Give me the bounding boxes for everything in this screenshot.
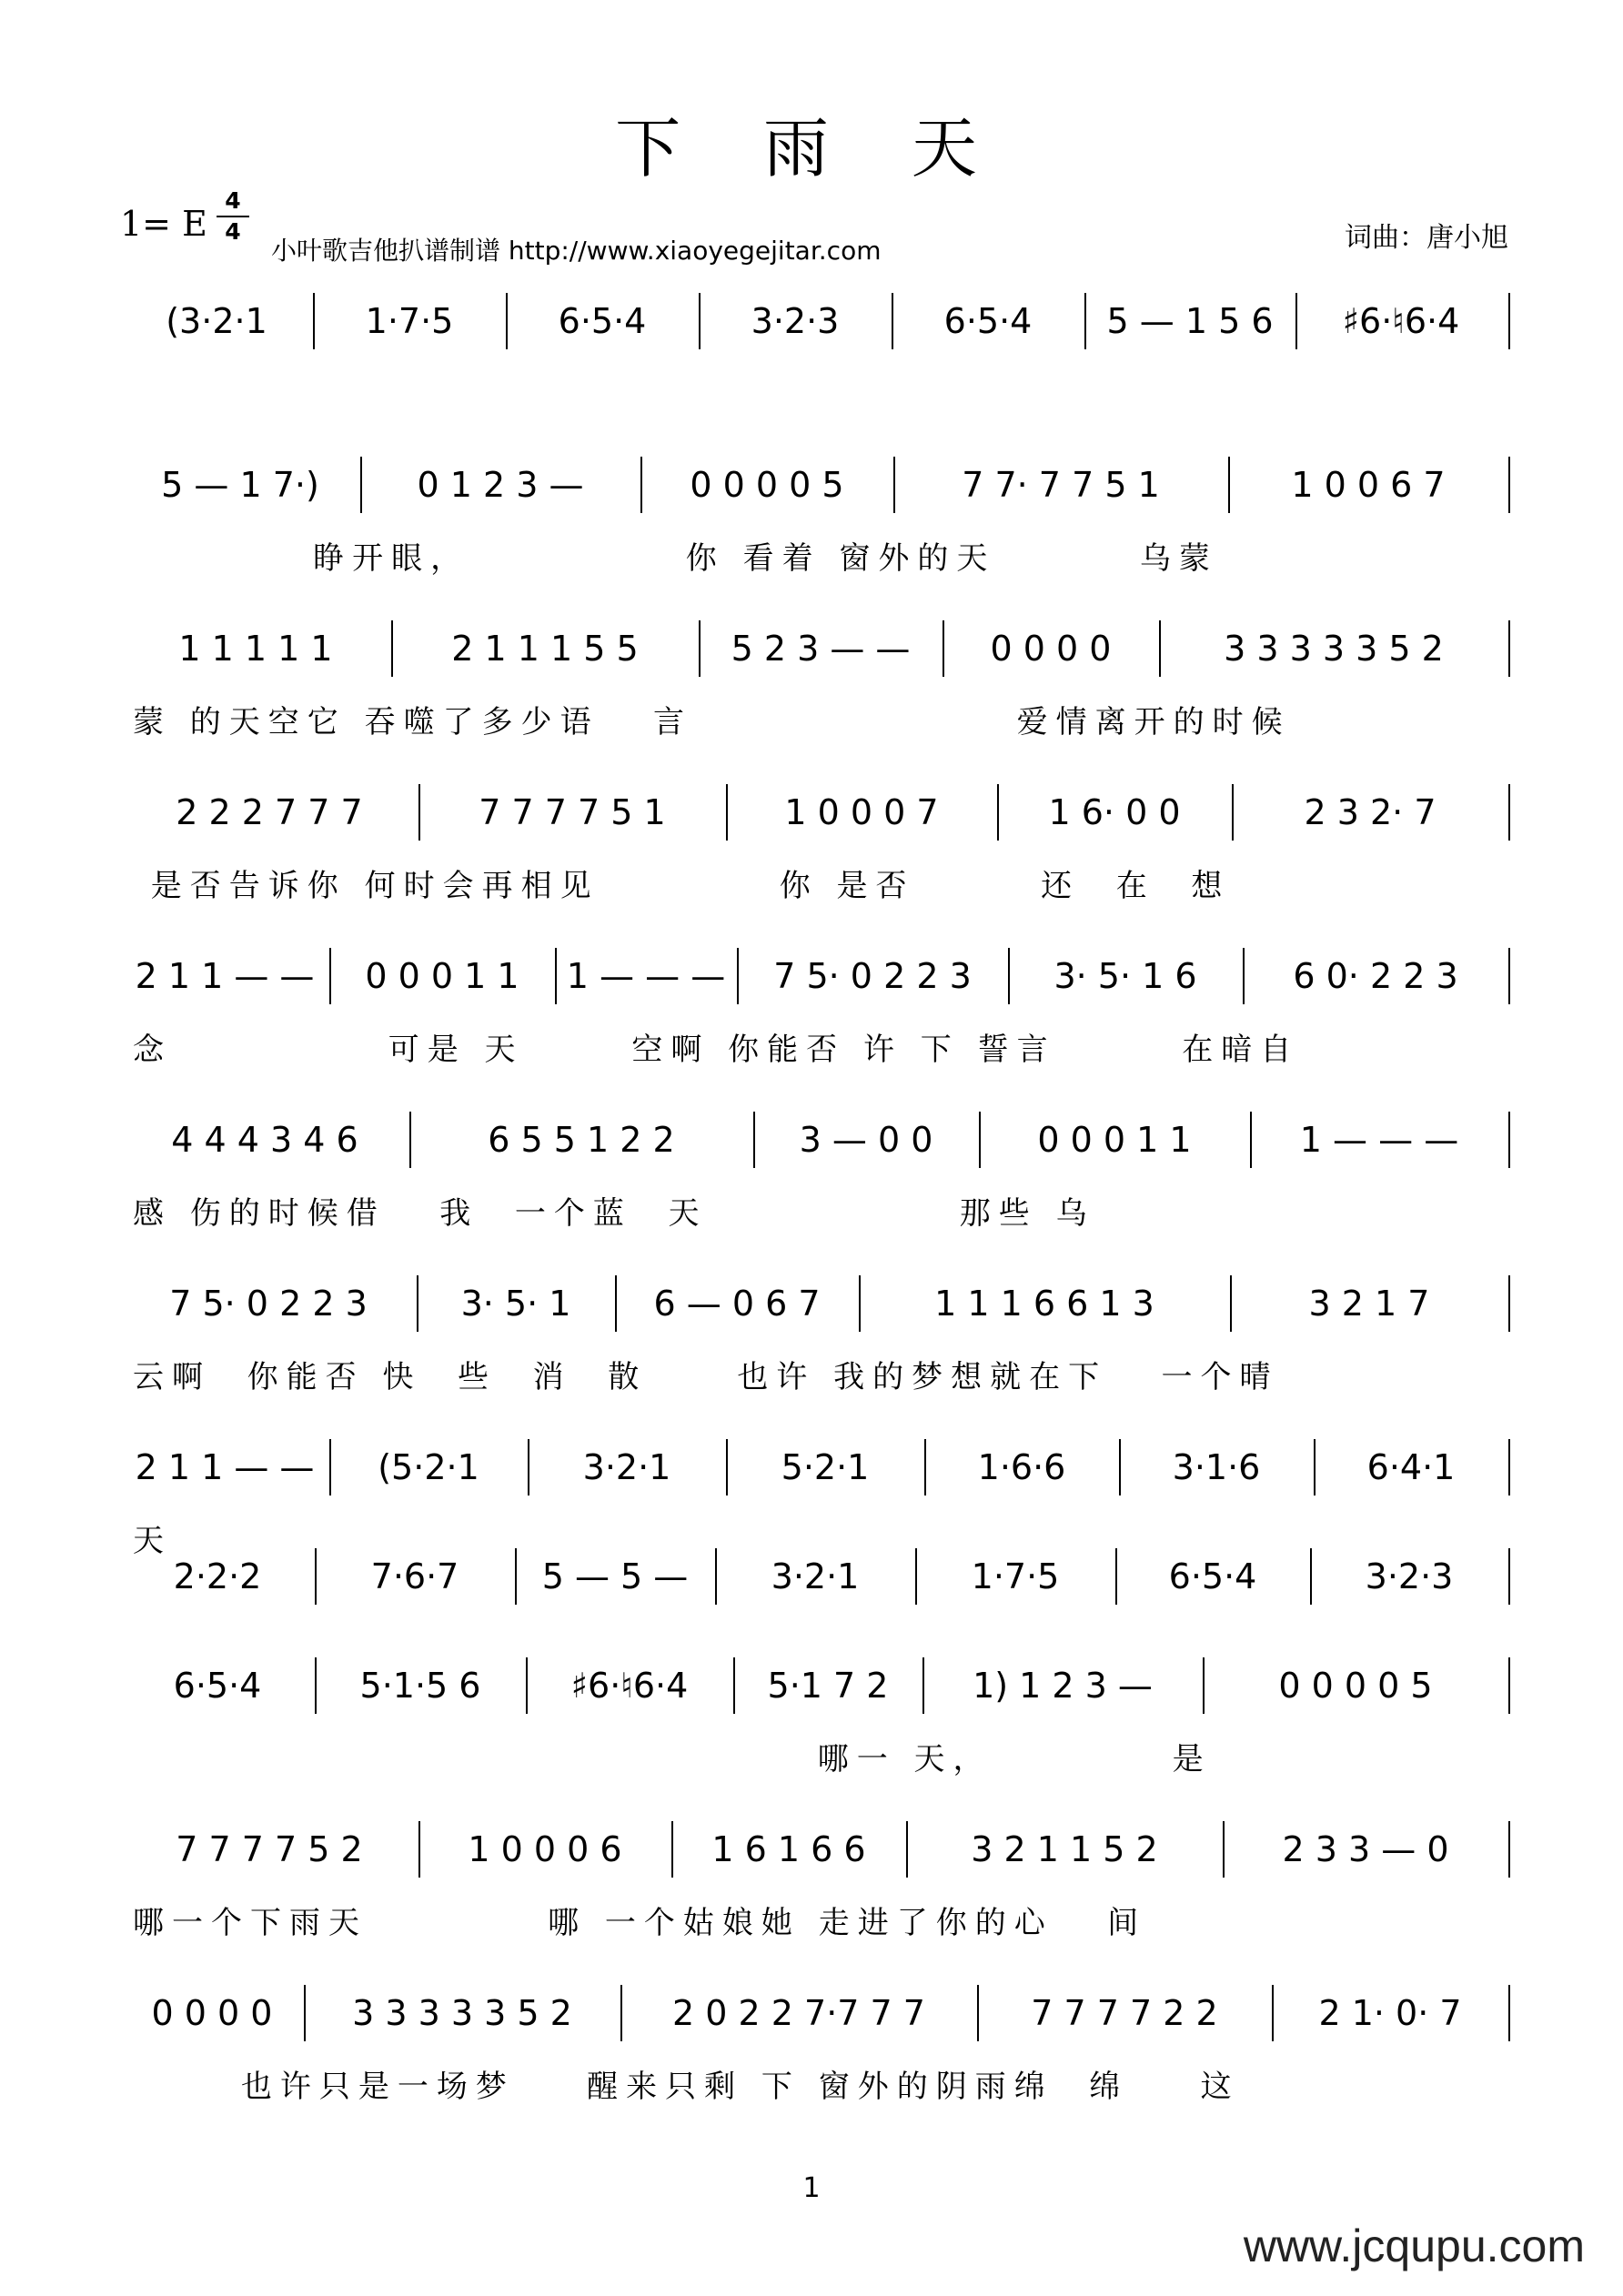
notes-row [120,1981,1512,2045]
lyrics-line: 睁开眼， 你 看着 窗外的天 乌蒙 [133,540,1218,577]
measure: 3 3 3 3 3 5 2 [1224,629,1444,669]
measure: ♯6·♮6·4 [570,1666,689,1706]
measure: ♯6·♮6·4 [1342,301,1460,341]
measure: 4 4 4 3 4 6 [171,1120,358,1160]
measure: 2·2·2 [173,1556,262,1596]
measure: 3·2·1 [582,1447,671,1487]
measure: 6·5·4 [558,301,647,341]
measure: 7 7 7 7 5 2 [176,1829,363,1869]
measure: 3· 5· 1 [460,1284,571,1324]
notes-row [120,944,1512,1008]
notes-row [120,1818,1512,1881]
notes-row [120,1108,1512,1172]
measure: 2 1 1 — — [135,1447,315,1487]
lyrics-line: 哪一 天， 是 [133,1741,1212,1777]
measure: 0 0 0 1 1 [1037,1120,1192,1160]
measure: 7·6·7 [370,1556,459,1596]
notes-row [120,780,1512,844]
measure: 5 — 1 5 6 [1106,301,1274,341]
lyrics-line: 云啊 你能否 快 些 消 散 也许 我的梦想就在下 一个晴 [133,1359,1279,1395]
measure: 3 2 1 1 5 2 [971,1829,1158,1869]
measure: 2 0 2 2 7·7 7 7 [672,1993,925,2033]
page-title: 下 雨 天 [615,110,1008,186]
measure: 3·2·3 [1365,1556,1454,1596]
measure: 1 0 0 0 7 [784,792,939,832]
notes-row [120,1272,1512,1335]
measure: 7 7 7 7 5 1 [479,792,666,832]
measure: 0 0 0 0 [990,629,1112,669]
lyrics-line: 哪一个下雨天 哪 一个姑娘她 走进了你的心 间 [133,1905,1147,1941]
measure: 1·6·6 [977,1447,1066,1487]
page-number: 1 [802,2172,821,2204]
notes-row [120,617,1512,680]
transcriber-credit: 小叶歌吉他扒谱制谱 http://www.xiaoyegejitar.com [271,236,882,266]
notes-row [120,289,1512,353]
lyrics-line: 天 [133,1523,172,1559]
measure: 2 3 2· 7 [1304,792,1437,832]
measure: 1 0 0 6 7 [1291,465,1446,505]
measure: 5·1·5 6 [359,1666,481,1706]
measure: 1 1 1 6 6 1 3 [934,1284,1154,1324]
measure: 3 — 0 0 [799,1120,933,1160]
key-signature: 1= E [120,204,207,244]
measure: 7 7 7 7 2 2 [1031,1993,1218,2033]
measure: 3 2 1 7 [1308,1284,1430,1324]
measure: (5·2·1 [378,1447,479,1487]
measure: 3·2·1 [771,1556,860,1596]
measure: 1 0 0 0 6 [468,1829,622,1869]
measure: 0 1 2 3 — [417,465,584,505]
measure: 5 — 5 — [541,1556,689,1596]
notes-row [120,1545,1512,1608]
measure: 1 1 1 1 1 [178,629,333,669]
measure: 1 — — — [1299,1120,1459,1160]
measure: 0 0 0 1 1 [365,956,519,996]
measure: 1·7·5 [365,301,454,341]
measure: 1 6· 0 0 [1048,792,1181,832]
measure: 7 7· 7 7 5 1 [962,465,1160,505]
measure: 6 0· 2 2 3 [1293,956,1458,996]
time-signature-top: 4 [225,187,241,214]
lyrics-line: 也许只是一场梦 醒来只剩 下 窗外的阴雨绵 绵 这 [133,2069,1240,2105]
measure: 2 1 1 1 5 5 [451,629,639,669]
measure: 7 5· 0 2 2 3 [773,956,972,996]
measure: 0 0 0 0 5 [1278,1666,1433,1706]
measure: 3 3 3 3 3 5 2 [352,1993,572,2033]
measure: 5 2 3 — — [731,629,911,669]
measure: 6·5·4 [943,301,1033,341]
measure: 6·5·4 [173,1666,262,1706]
measure: 0 0 0 0 5 [690,465,844,505]
notes-row [120,1435,1512,1499]
lyrics-line: 是否告诉你 何时会再相见 你 是否 还 在 想 [133,868,1231,904]
measure: 2 2 2 7 7 7 [176,792,363,832]
measure: 6·5·4 [1168,1556,1257,1596]
measure: 7 5· 0 2 2 3 [169,1284,368,1324]
watermark: www.jcqupu.com [1243,2220,1585,2271]
measure: 3·1·6 [1172,1447,1261,1487]
notes-row [120,1654,1512,1717]
measure: 5 — 1 7·) [161,465,319,505]
lyrics-line: 感 伤的时候借 我 一个蓝 天 那些 乌 [133,1195,1095,1232]
measure: 6 5 5 1 2 2 [488,1120,675,1160]
measure: 6·4·1 [1366,1447,1456,1487]
measure: (3·2·1 [166,301,267,341]
measure: 2 1· 0· 7 [1318,1993,1462,2033]
measure: 6 — 0 6 7 [653,1284,821,1324]
measure: 1 — — — [566,956,726,996]
measure: 3· 5· 1 6 [1053,956,1197,996]
composer-credit: 词曲：唐小旭 [1345,222,1508,254]
lyrics-line: 蒙 的天空它 吞噬了多少语 言 爱情离开的时候 [133,704,1291,740]
measure: 3·2·3 [751,301,840,341]
lyrics-line: 念 可是 天 空啊 你能否 许 下 誓言 在暗自 [133,1032,1300,1068]
notes-row [120,453,1512,517]
measure: 5·1 7 2 [767,1666,889,1706]
measure: 5·2·1 [781,1447,870,1487]
measure: 1·7·5 [971,1556,1060,1596]
time-signature-bottom: 4 [225,218,241,245]
measure: 1 6 1 6 6 [711,1829,866,1869]
measure: 0 0 0 0 [151,1993,273,2033]
measure: 1) 1 2 3 — [973,1666,1153,1706]
time-signature [217,187,249,246]
measure: 2 1 1 — — [135,956,315,996]
measure: 2 3 3 — 0 [1282,1829,1449,1869]
